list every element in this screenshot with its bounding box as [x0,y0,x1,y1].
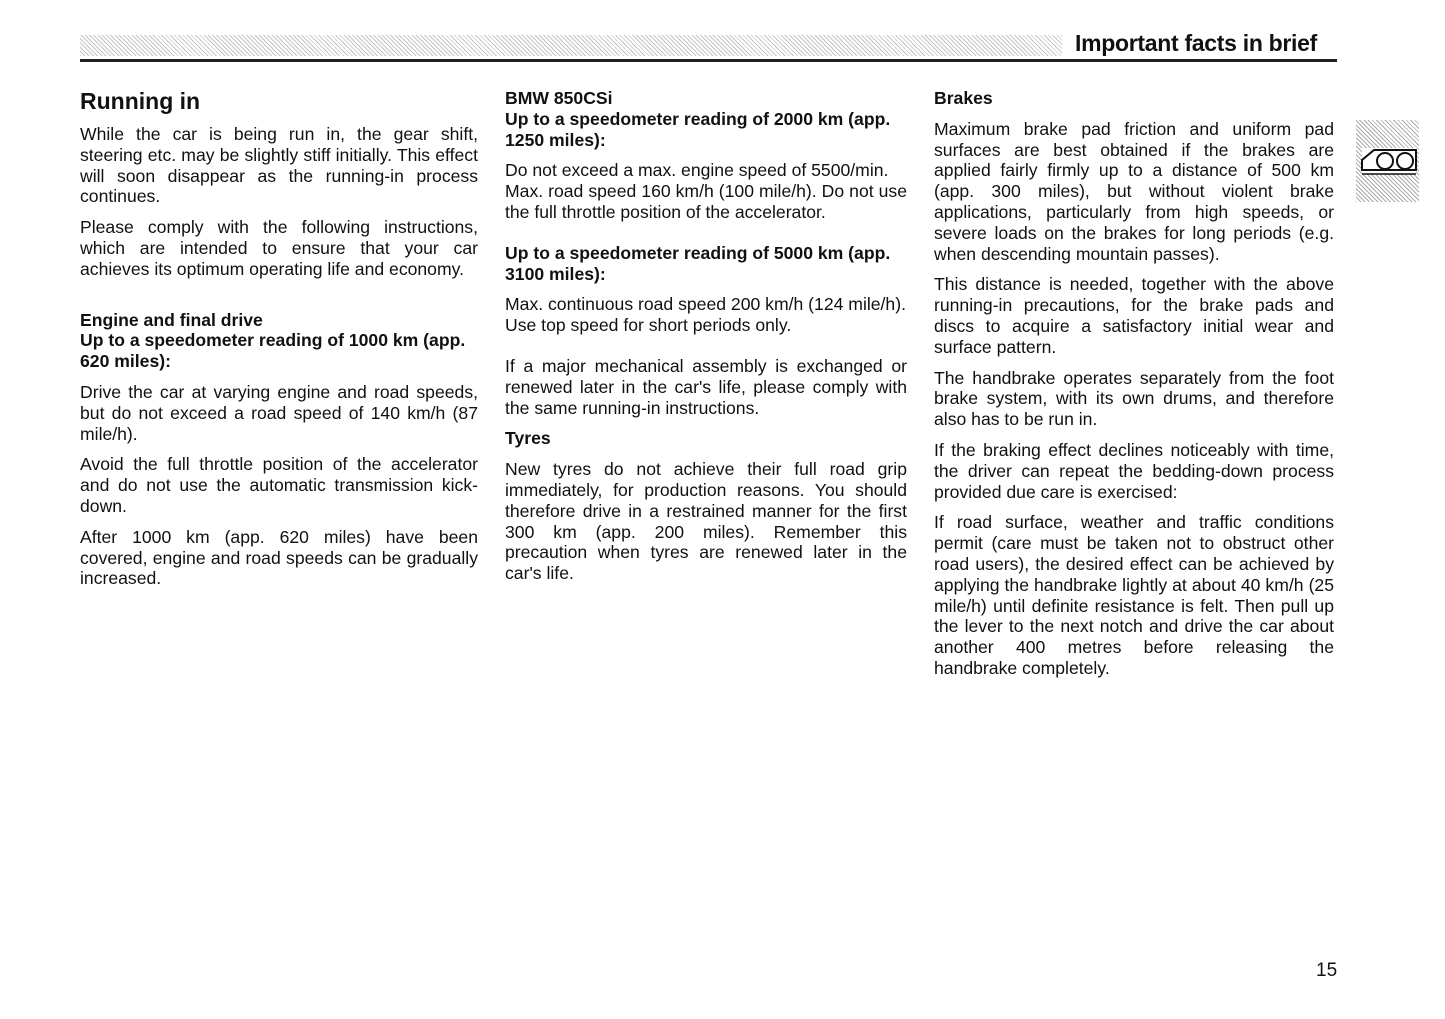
paragraph [505,294,907,336]
heading-running-in: Running in [80,88,201,114]
paragraph: This distance is needed, together with the above running-in precautions, for the brake pads and discs to acquire a satisfactory initial wear and surface pattern. [934,274,1334,357]
model-heading: BMW 850CSi [505,88,613,108]
column-running-in [80,86,478,599]
subheading-engine: Engine and final drive [80,309,263,330]
subheading-1000km: Up to a speedometer reading of 1000 km (app. 620 miles): [80,330,466,372]
paragraph: While the car is being run in, the gear shift, steering etc. may be slightly stiff initially. This effect will soon disappear as the running-in process continues. [80,124,478,207]
header-pattern-band [80,35,1062,56]
paragraph: If a major mechanical assembly is exchanged or renewed later in the car's life, please comply with the same running-in instructions. [505,355,907,418]
subheading-2000km: Up to a speedometer reading of 2000 km (app. 1250 miles): [505,108,891,150]
paragraph: New tyres do not achieve their full road grip immediately, for production reasons. You should therefore drive in a restrained manner for the first 300 km (app. 200 miles). Remember this precaution when tyres are renewed later in the car's life. [505,459,907,584]
subheading-5000km: Up to a speedometer reading of 5000 km (app. 3100 miles): [505,242,891,284]
section-title: Important facts in brief [1075,30,1317,56]
page-number: 15 [1316,960,1338,981]
paragraph: Drive the car at varying engine and road speeds, but do not exceed a road speed of 140 km/h (87 mile/h). [80,381,478,444]
column-bmw-850csi [505,88,907,594]
paragraph: If the braking effect declines noticeably with time, the driver can repeat the bedding-down process provided due care is exercised: [934,439,1334,502]
text: Use top speed for short periods only. [505,315,792,336]
paragraph: After 1000 km (app. 620 miles) have been covered, engine and road speeds can be gradually increased. [80,526,478,589]
header-rule [80,59,1337,62]
text: Max. continuous road speed 200 km/h (124 mile/h). [505,294,906,315]
column-brakes [934,88,1334,689]
text: Max. road speed 160 km/h (100 mile/h). Do not use the full throttle position of the accelerator. [505,181,907,222]
heading-tyres: Tyres [505,428,551,449]
paragraph: If road surface, weather and traffic conditions permit (care must be taken not to obstruct other road users), the desired effect can be achieved by applying the handbrake lightly at about 40 km/h (25 mile/h) until definite resistance is felt. Then pull up the lever to the next notch and drive the car about another 400 metres before releasing the handbrake completely. [934,512,1334,678]
car-headlights-icon [1356,120,1419,202]
heading-brakes: Brakes [934,88,993,108]
paragraph [505,160,907,222]
section-tab-car-icon [1356,120,1419,202]
paragraph: Avoid the full throttle position of the accelerator and do not use the automatic transmission kick-down. [80,454,478,516]
paragraph: The handbrake operates separately from the foot brake system, with its own drums, and therefore also has to be run in. [934,367,1334,430]
paragraph: Maximum brake pad friction and uniform pad surfaces are best obtained if the brakes are applied fairly firmly up to a distance of 500 km (app. 300 miles), but without violent brake applications, particularly from high speeds, or severe loads on the brakes for long periods (e.g. when descending mountain passes). [934,118,1334,264]
paragraph: Please comply with the following instructions, which are intended to ensure that your car achieves its optimum operating life and economy. [80,217,478,279]
text: Do not exceed a max. engine speed of 5500/min. [505,160,889,181]
